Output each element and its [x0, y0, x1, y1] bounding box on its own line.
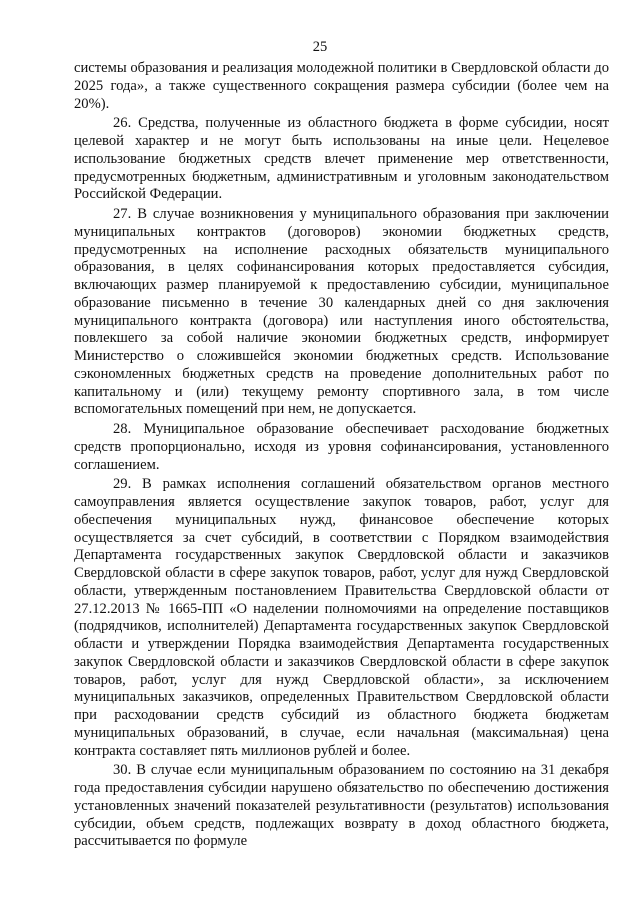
document-body	[74, 60, 609, 853]
paragraph-item-28: 28. Муниципальное образование обеспечивает расходование бюджетных средств пропорционально, исходя из уровня софинансирования, установленного соглашением.	[74, 421, 609, 473]
paragraph-continuation: системы образования и реализация молодежной политики в Свердловской области до 2025 года», а также существенного сокращения размера субсидии (более чем на 20%).	[74, 60, 609, 112]
page-number: 25	[312, 39, 328, 55]
paragraph-item-27: 27. В случае возникновения у муниципального образования при заключении муниципальных контрактов (договоров) экономии бюджетных средств, предусмотренных на исполнение расходных обязательств муниципального образования, в целях софинансирования которых предоставляется субсидия, включающих размер планируемой к предоставлению субсидии, муниципальное образование письменно в течение 30 календарных дней со дня заключения муниципального контракта (договора) или наступления иного обстоятельства, повлекшего за собой наличие экономии бюджетных средств, информирует Министерство о сложившейся экономии бюджетных средств. Использование сэкономленных бюджетных средств на проведение дополнительных работ по капитальному и (или) текущему ремонту спортивного зала, в том числе вспомогательных помещений при нем, не допускается.	[74, 206, 609, 418]
paragraph-item-30: 30. В случае если муниципальным образованием по состоянию на 31 декабря года предоставления субсидии нарушено обязательство по обеспечению достижения установленных значений показателей результативности (результатов) использования субсидии, объем средств, подлежащих возврату в доход областного бюджета, рассчитывается по формуле	[74, 762, 609, 850]
paragraph-item-26: 26. Средства, полученные из областного бюджета в форме субсидии, носят целевой характер и не могут быть использованы на иные цели. Нецелевое использование бюджетных средств влечет применение мер ответственности, предусмотренных бюджетным, административным и уголовным законодательством Российской Федерации.	[74, 115, 609, 203]
paragraph-item-29: 29. В рамках исполнения соглашений обязательством органов местного самоуправления является осуществление закупок товаров, работ, услуг для обеспечения муниципальных нужд, финансовое обеспечение которых осуществляется за счет субсидий, в соответствии с Порядком взаимодействия Департамента государственных закупок Свердловской области и заказчиков Свердловской области в сфере закупок товаров, работ, услуг для нужд Свердловской области, утвержденным постановлением Правительства Свердловской области от 27.12.2013 № 1665-ПП «О наделении полномочиями на определение поставщиков (подрядчиков, исполнителей) Департамента государственных закупок Свердловской области и утверждении Порядка взаимодействия Департамента государственных закупок Свердловской области и заказчиков Свердловской области в сфере закупок товаров, работ, услуг для нужд Свердловской области», за исключением муниципальных заказчиков, определенных Правительством Свердловской области при расходовании средств субсидий из областного бюджета бюджетам муниципальных образований, в случае, если начальная (максимальная) цена контракта составляет пять миллионов рублей и более.	[74, 476, 609, 759]
